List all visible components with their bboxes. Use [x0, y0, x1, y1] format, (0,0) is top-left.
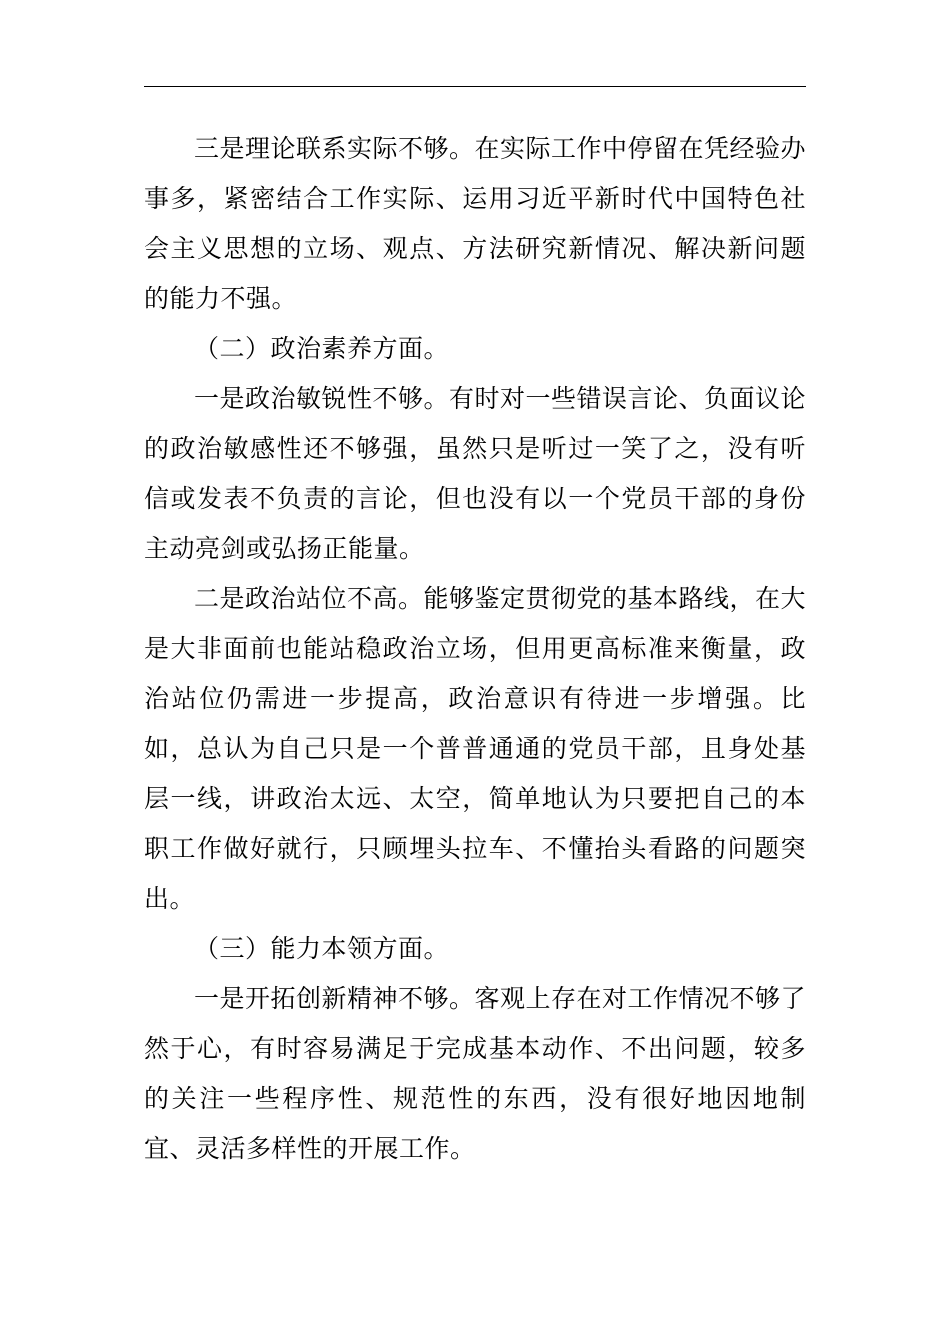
paragraph-theory-practice: 三是理论联系实际不够。在实际工作中停留在凭经验办事多，紧密结合工作实际、运用习近平新时代中国特色社会主义思想的立场、观点、方法研究新情况、解决新问题的能力不强。 [144, 134, 807, 313]
section-heading-ability: （三）能力本领方面。 [194, 934, 450, 963]
document-body [144, 124, 806, 1174]
paragraph-political-standing: 二是政治站位不高。能够鉴定贯彻党的基本路线，在大是大非面前也能站稳政治立场，但用更高标准来衡量，政治站位仍需进一步提高，政治意识有待进一步增强。比如，总认为自己只是一个普普通通的党员干部，且身处基层一线，讲政治太远、太空，简单地认为只要把自己的本职工作做好就行，只顾埋头拉车、不懂抬头看路的问题突出。 [144, 584, 807, 913]
section-heading-political-literacy: （二）政治素养方面。 [194, 334, 450, 363]
header-rule [144, 86, 806, 87]
paragraph-innovation-spirit: 一是开拓创新精神不够。客观上存在对工作情况不够了然于心，有时容易满足于完成基本动作、不出问题，较多的关注一些程序性、规范性的东西，没有很好地因地制宜、灵活多样性的开展工作。 [144, 984, 807, 1163]
paragraph-political-sensitivity: 一是政治敏锐性不够。有时对一些错误言论、负面议论的政治敏感性还不够强，虽然只是听过一笑了之，没有听信或发表不负责的言论，但也没有以一个党员干部的身份主动亮剑或弘扬正能量。 [144, 384, 807, 563]
